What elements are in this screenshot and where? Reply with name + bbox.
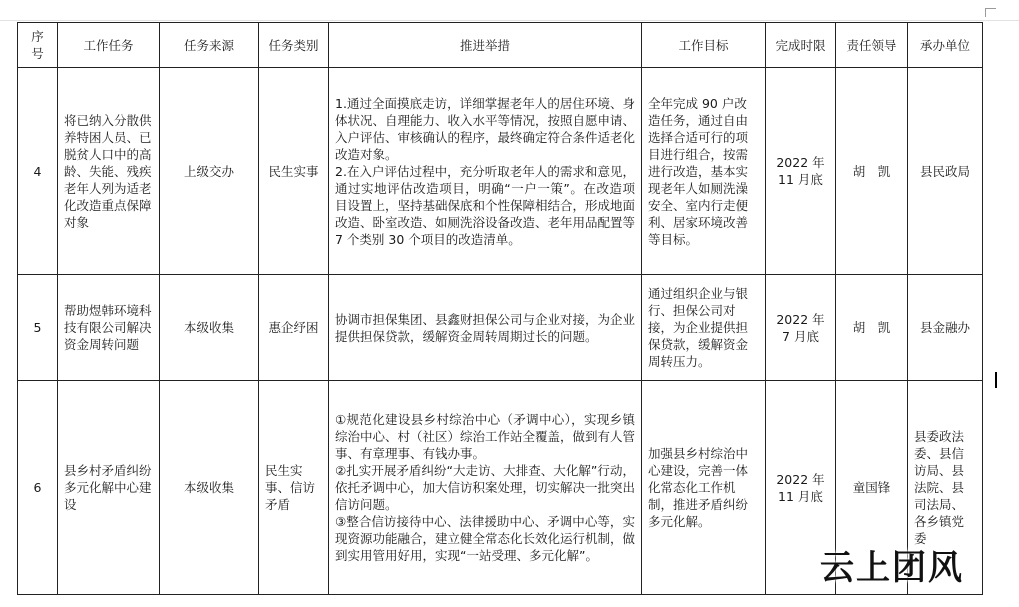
task-table <box>17 22 983 595</box>
cell-measures <box>329 68 642 275</box>
document-top-strip <box>0 0 1019 21</box>
cell-category: 惠企纾困 <box>259 275 329 381</box>
cell-deadline: 2022 年 11 月底 <box>766 68 836 275</box>
header-source: 任务来源 <box>160 23 259 68</box>
cell-no: 6 <box>18 381 58 595</box>
cell-goal: 通过组织企业与银行、担保公司对接，为企业提供担保贷款，缓解资金周转压力。 <box>642 275 766 381</box>
cell-task: 帮助煜韩环境科技有限公司解决资金周转问题 <box>58 275 160 381</box>
cell-goal: 加强县乡村综治中心建设，完善一体化常态化工作机制，推进矛盾纠纷多元化解。 <box>642 381 766 595</box>
header-task: 工作任务 <box>58 23 160 68</box>
measure-item: 协调市担保集团、县鑫财担保公司与企业对接，为企业提供担保贷款，缓解资金周转周期过长的问题。 <box>335 311 636 344</box>
cell-no: 4 <box>18 68 58 275</box>
header-goal: 工作目标 <box>642 23 766 68</box>
cell-source: 上级交办 <box>160 68 259 275</box>
cell-goal: 全年完成 90 户改造任务，通过自由选择合适可行的项目进行组合，按需进行改造，基本实现老年人如厕洗澡安全、室内行走便利、居家环境改善等目标。 <box>642 68 766 275</box>
cell-category: 民生实事 <box>259 68 329 275</box>
measure-item: ②扎实开展矛盾纠纷“大走访、大排查、大化解”行动，依托矛调中心，加大信访积案处理，切实解决一批突出信访问题。 <box>335 463 636 512</box>
header-measures: 推进举措 <box>329 23 642 68</box>
cell-leader: 胡 凯 <box>836 275 908 381</box>
cell-leader: 童国锋 <box>836 381 908 595</box>
cell-task: 将已纳入分散供养特困人员、已脱贫人口中的高龄、失能、残疾老年人列为适老化改造重点保障对象 <box>58 68 160 275</box>
measure-item: ①规范化建设县乡村综治中心（矛调中心），实现乡镇综治中心、村（社区）综治工作站全覆盖，做到有人管事、有章理事、有钱办事。 <box>335 412 636 461</box>
cell-unit: 县金融办 <box>908 275 983 381</box>
header-no: 序号 <box>18 23 58 68</box>
table-row <box>18 68 983 275</box>
measure-item: 1.通过全面摸底走访，详细掌握老年人的居住环境、身体状况、自理能力、收入水平等情况，按照自愿申请、入户评估、审核确认的程序，最终确定符合条件适老化改造对象。 <box>335 95 636 162</box>
cell-task: 县乡村矛盾纠纷多元化解中心建设 <box>58 381 160 595</box>
table-header-row <box>18 23 983 68</box>
measure-item: 2.在入户评估过程中，充分听取老年人的需求和意见，通过实地评估改造项目，明确“一户一策”。在改造项目设置上，坚持基础保底和个性保障相结合，形成地面改造、卧室改造、如厕洗浴设备改造、老年用品配置等 7 个类别 30 个项目的改造清单。 <box>335 163 636 247</box>
header-deadline: 完成时限 <box>766 23 836 68</box>
watermark-logo: 云上团风 <box>820 548 964 588</box>
cell-unit: 县民政局 <box>908 68 983 275</box>
cell-no: 5 <box>18 275 58 381</box>
header-leader: 责任领导 <box>836 23 908 68</box>
page-corner-guide <box>985 8 996 17</box>
cell-measures <box>329 381 642 595</box>
cell-source: 本级收集 <box>160 381 259 595</box>
cell-category: 民生实事、信访矛盾 <box>259 381 329 595</box>
cell-leader: 胡 凯 <box>836 68 908 275</box>
header-category: 任务类别 <box>259 23 329 68</box>
cell-deadline: 2022 年 7 月底 <box>766 275 836 381</box>
table-row <box>18 275 983 381</box>
measure-item: ③整合信访接待中心、法律援助中心、矛调中心等，实现资源功能融合，建立健全常态化长效化运行机制，做到实用管用好用，实现“一站受理、多元化解”。 <box>335 514 636 563</box>
cell-measures <box>329 275 642 381</box>
text-cursor <box>995 372 997 388</box>
cell-unit: 县委政法委、县信访局、县法院、县司法局、各乡镇党委 <box>908 381 983 595</box>
cell-deadline: 2022 年 11 月底 <box>766 381 836 595</box>
cell-source: 本级收集 <box>160 275 259 381</box>
header-unit: 承办单位 <box>908 23 983 68</box>
